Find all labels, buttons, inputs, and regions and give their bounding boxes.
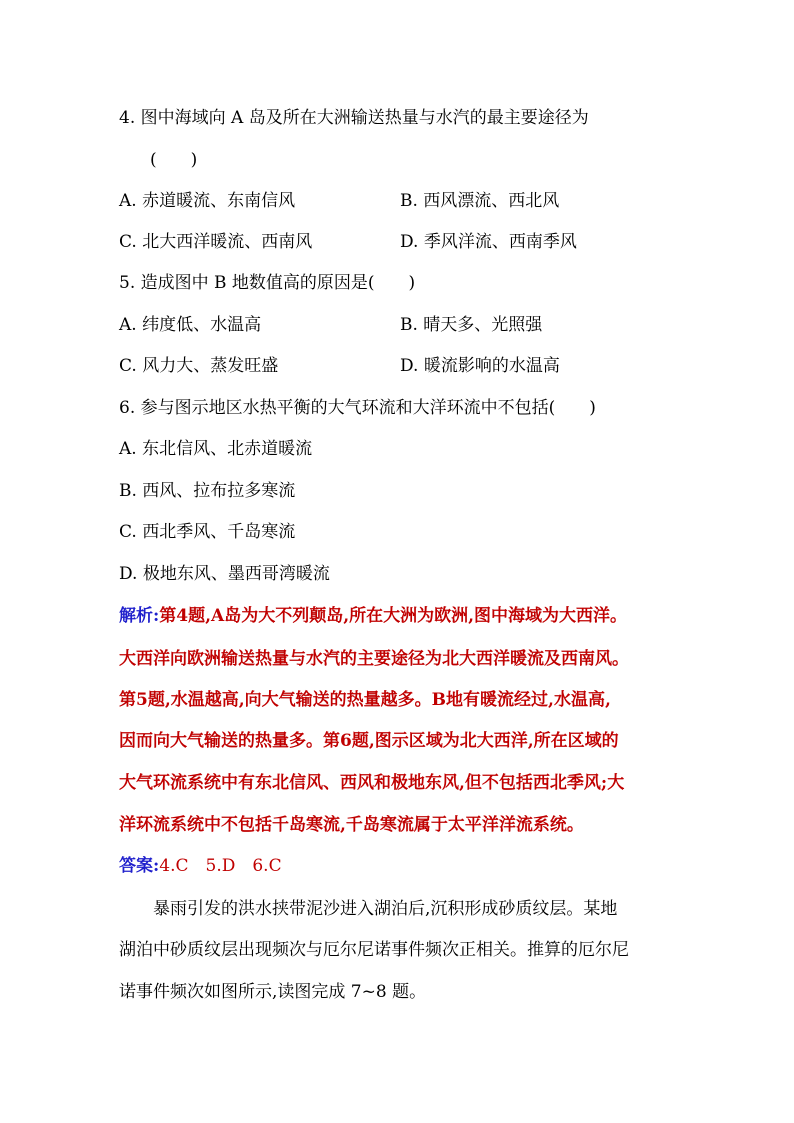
- question-5-option-b: B. 晴天多、光照强: [400, 315, 543, 335]
- question-5-option-a: A. 纬度低、水温高: [119, 315, 262, 335]
- answer-text: 4.C 5.D 6.C: [159, 856, 282, 876]
- explanation-line-1: 解析:第4题,A岛为大不列颠岛,所在大洲为欧洲,图中海域为大西洋。: [119, 606, 628, 626]
- question-4-option-a: A. 赤道暖流、东南信风: [119, 191, 296, 211]
- question-5-option-c: C. 风力大、蒸发旺盛: [119, 356, 279, 376]
- question-6-option-b: B. 西风、拉布拉多寒流: [119, 481, 296, 501]
- question-6-stem: 6. 参与图示地区水热平衡的大气环流和大洋环流中不包括( ): [119, 398, 596, 418]
- question-4-option-b: B. 西风漂流、西北风: [400, 191, 560, 211]
- answer-label: 答案:: [119, 856, 160, 876]
- explanation-label: 解析:: [119, 606, 160, 626]
- explanation-line-2: 大西洋向欧洲输送热量与水汽的主要途径为北大西洋暖流及西南风。: [119, 649, 629, 669]
- question-4-option-d: D. 季风洋流、西南季风: [400, 232, 577, 252]
- question-5-stem: 5. 造成图中 B 地数值高的原因是( ): [119, 273, 416, 293]
- question-6-option-a: A. 东北信风、北赤道暖流: [119, 439, 313, 459]
- question-4-bracket: ( ): [150, 150, 198, 170]
- explanation-line-6: 洋环流系统中不包括千岛寒流,千岛寒流属于太平洋洋流系统。: [119, 815, 584, 835]
- question-6-option-d: D. 极地东风、墨西哥湾暖流: [119, 564, 330, 584]
- question-4-option-c: C. 北大西洋暖流、西南风: [119, 232, 313, 252]
- question-6-option-c: C. 西北季风、千岛寒流: [119, 522, 296, 542]
- question-5-option-d: D. 暖流影响的水温高: [400, 356, 560, 376]
- question-4-stem: 4. 图中海域向 A 岛及所在大洲输送热量与水汽的最主要途径为: [119, 108, 589, 128]
- intro-line-3: 诺事件频次如图所示,读图完成 7~8 题。: [119, 982, 427, 1002]
- explanation-line-4: 因而向大气输送的热量多。第6题,图示区域为北大西洋,所在区域的: [119, 731, 619, 751]
- explanation-line-5: 大气环流系统中有东北信风、西风和极地东风,但不包括西北季风;大: [119, 773, 625, 793]
- answer-line: [119, 854, 282, 878]
- explanation-line-3: 第5题,水温越高,向大气输送的热量越多。B地有暖流经过,水温高,: [119, 690, 611, 710]
- intro-line-2: 湖泊中砂质纹层出现频次与厄尔尼诺事件频次正相关。推算的厄尔尼: [119, 940, 629, 960]
- intro-line-1: 暴雨引发的洪水挟带泥沙进入湖泊后,沉积形成砂质纹层。某地: [119, 899, 618, 919]
